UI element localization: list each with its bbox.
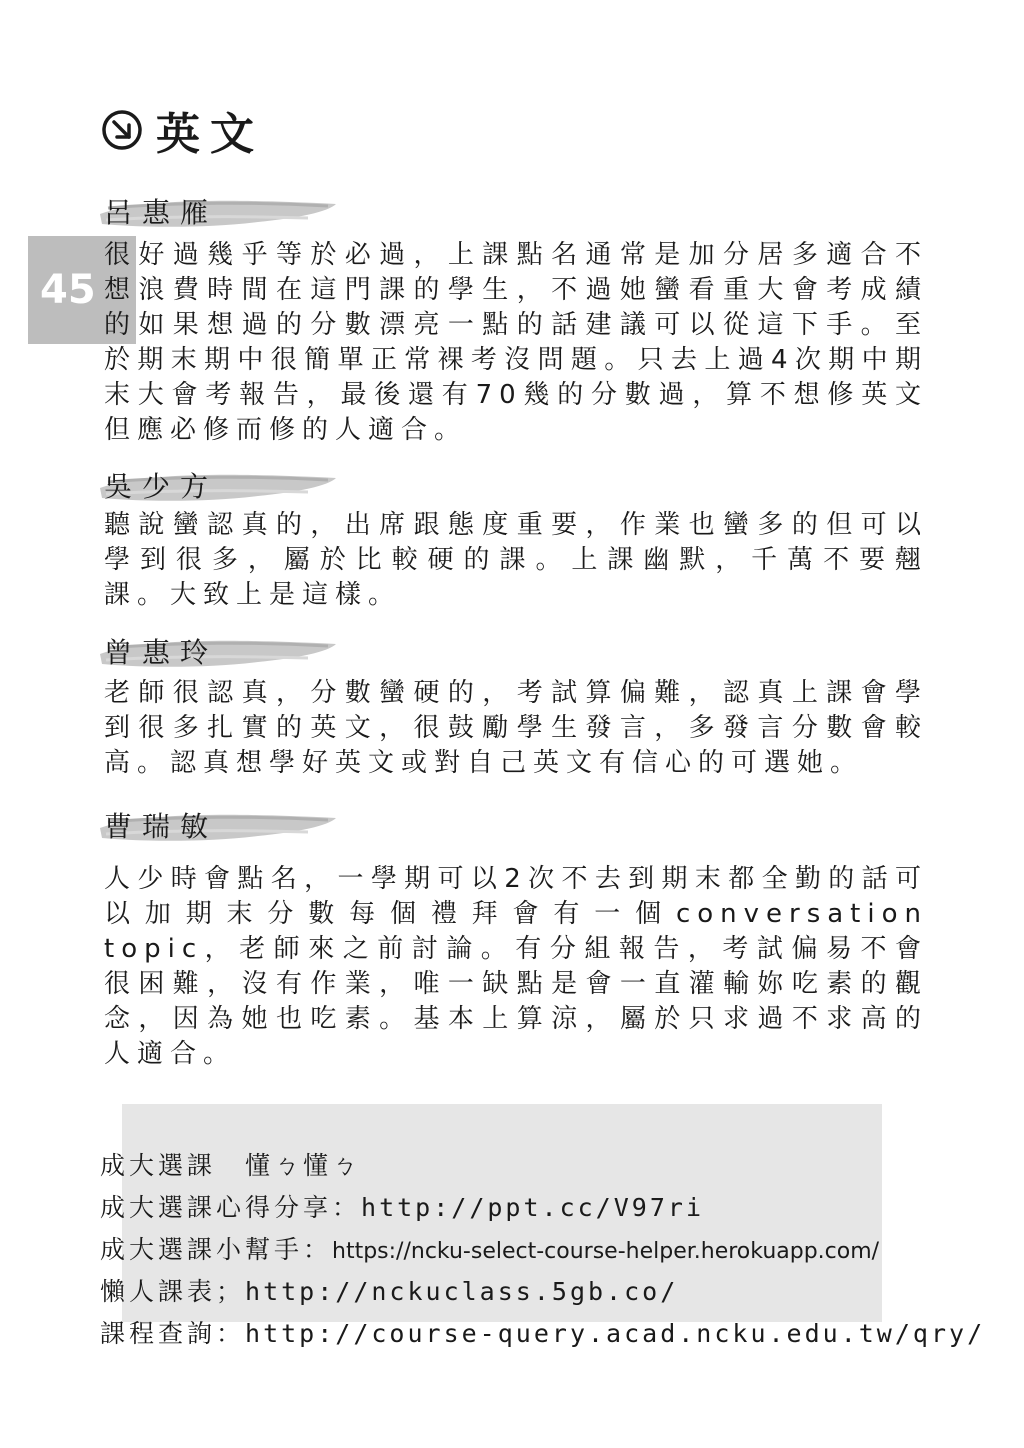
arrow-down-right-circle-icon <box>100 108 144 152</box>
teacher-name <box>98 800 338 850</box>
review-text: 很好過幾乎等於必過，上課點名通常是加分居多適合不想浪費時間在這門課的學生，不過她蠻看重大會考成績的如果想過的分數漂亮一點的話建議可以從這下手。至於期末期中很簡單正常裸考沒問題。只去上過4次期中期末大會考報告，最後還有70幾的分數過，算不想修英文但應必修而修的人適合。 <box>104 240 928 445</box>
review-text: 老師很認真，分數蠻硬的，考試算偏難，認真上課會學到很多扎實的英文，很鼓勵學生發言，多發言分數會較高。認真想學好英文或對自己英文有信心的可選她。 <box>104 678 928 778</box>
teacher-name <box>98 186 338 236</box>
link-url[interactable]: https://ncku-select-course-helper.herokuapp.com/ <box>332 1239 880 1264</box>
link-line-course-query <box>100 1314 985 1350</box>
teacher-name-text: 曾惠玲 <box>104 636 219 669</box>
link-label: 成大選課小幫手： <box>100 1235 333 1264</box>
link-line-title <box>100 1146 361 1182</box>
link-url[interactable]: http://course-query.acad.ncku.edu.tw/qry/ <box>245 1319 986 1348</box>
teacher-name-text: 曹瑞敏 <box>104 810 219 843</box>
link-line-timetable <box>100 1272 678 1308</box>
link-url[interactable]: http://ppt.cc/V97ri <box>361 1193 704 1222</box>
link-line-helper <box>100 1230 879 1266</box>
review-text: 聽說蠻認真的，出席跟態度重要，作業也蠻多的但可以學到很多，屬於比較硬的課。上課幽默，千萬不要翹課。大致上是這樣。 <box>104 510 928 610</box>
link-line-ppt <box>100 1188 704 1224</box>
page-number: 45 <box>28 236 136 344</box>
teacher-name <box>98 460 338 510</box>
link-label: 成大選課 懂ㄅ懂ㄅ <box>100 1151 362 1180</box>
link-label: 懶人課表； <box>100 1277 246 1306</box>
teacher-name-text: 呂惠雁 <box>104 196 219 229</box>
review-text: 人少時會點名，一學期可以2次不去到期末都全勤的話可以加期末分數每個禮拜會有一個conversation topic，老師來之前討論。有分組報告，考試偏易不會很困難，沒有作業，唯一缺點是會一直灌輸妳吃素的觀念，因為她也吃素。基本上算涼，屬於只求過不求高的人適合。 <box>104 864 928 1069</box>
teacher-name <box>98 626 338 676</box>
section-title-text: 英文 <box>156 109 264 160</box>
link-label: 成大選課心得分享： <box>100 1193 362 1222</box>
teacher-name-text: 吳少方 <box>104 470 219 503</box>
section-title <box>100 100 264 160</box>
link-url[interactable]: http://nckuclass.5gb.co/ <box>245 1277 679 1306</box>
link-label: 課程查詢： <box>100 1319 246 1348</box>
